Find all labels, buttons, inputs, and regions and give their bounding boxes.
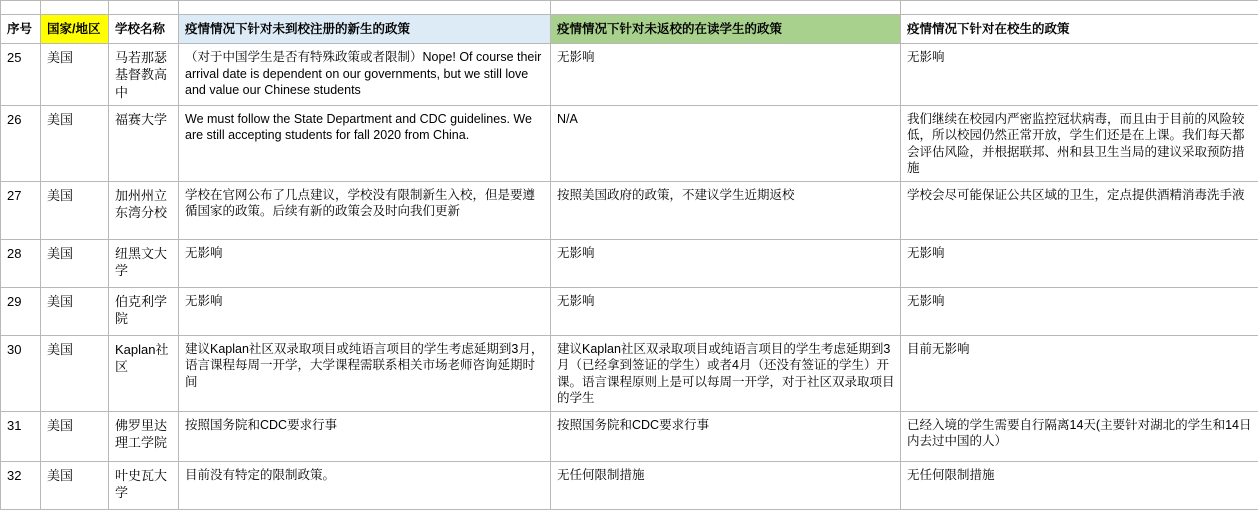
cell-school: 福赛大学 [109, 105, 179, 181]
header-cell-policy-oncampus-students: 疫情情况下针对在校生的政策 [901, 15, 1258, 44]
cell-policy-new-students: 无影响 [179, 239, 551, 287]
cell-country: 美国 [41, 105, 109, 181]
cell-policy-new-students: We must follow the State Department and CDC guidelines. We are still accepting students for fall 2020 from China. [179, 105, 551, 181]
cell-policy-new-students: 目前没有特定的限制政策。 [179, 461, 551, 509]
cell-partial [901, 1, 1258, 15]
cell-policy-new-students: （对于中国学生是否有特殊政策或者限制）Nope! Of course their arrival date is dependent on our governments, but we still love and value our Chinese students [179, 44, 551, 105]
cell-school: 伯克利学院 [109, 287, 179, 335]
header-cell-policy-new-students: 疫情情况下针对未到校注册的新生的政策 [179, 15, 551, 44]
cell-policy-new-students: 按照国务院和CDC要求行事 [179, 411, 551, 461]
cell-policy-oncampus-students: 无影响 [901, 44, 1258, 105]
cell-index: 31 [1, 411, 41, 461]
cell-school: Kaplan社区 [109, 335, 179, 411]
cell-country: 美国 [41, 411, 109, 461]
cell-policy-returning-students: 无影响 [551, 239, 901, 287]
cell-partial [109, 1, 179, 15]
cell-policy-returning-students: 建议Kaplan社区双录取项目或纯语言项目的学生考虑延期到3月（已经拿到签证的学生）或者4月（还没有签证的学生）开课。语言课程原则上是可以每周一开学，对于社区双录取项目的学生 [551, 335, 901, 411]
cell-policy-returning-students: 无影响 [551, 287, 901, 335]
cell-school: 加州州立东湾分校 [109, 181, 179, 239]
cell-index: 28 [1, 239, 41, 287]
cell-school: 叶史瓦大学 [109, 461, 179, 509]
table-row [1, 105, 1258, 181]
table-row [1, 239, 1258, 287]
cell-policy-oncampus-students: 无任何限制措施 [901, 461, 1258, 509]
cell-index: 30 [1, 335, 41, 411]
cell-partial [179, 1, 551, 15]
cell-country: 美国 [41, 335, 109, 411]
cell-policy-returning-students: 按照国务院和CDC要求行事 [551, 411, 901, 461]
cell-policy-oncampus-students: 已经入境的学生需要自行隔离14天(主要针对湖北的学生和14日内去过中国的人） [901, 411, 1258, 461]
cell-index: 27 [1, 181, 41, 239]
cell-policy-returning-students: 按照美国政府的政策，不建议学生近期返校 [551, 181, 901, 239]
cell-policy-oncampus-students: 学校会尽可能保证公共区域的卫生，定点提供酒精消毒洗手液 [901, 181, 1258, 239]
cell-index: 29 [1, 287, 41, 335]
cell-policy-returning-students: 无任何限制措施 [551, 461, 901, 509]
table-row [1, 411, 1258, 461]
cell-country: 美国 [41, 239, 109, 287]
cell-country: 美国 [41, 181, 109, 239]
table-row-partial-top [1, 1, 1258, 15]
cell-school: 佛罗里达理工学院 [109, 411, 179, 461]
cell-policy-oncampus-students: 我们继续在校园内严密监控冠状病毒，而且由于目前的风险较低，所以校园仍然正常开放，学生们还是在上课。我们每天都会评估风险，并根据联邦、州和县卫生当局的建议采取预防措施 [901, 105, 1258, 181]
cell-policy-oncampus-students: 无影响 [901, 239, 1258, 287]
header-cell-policy-returning-students: 疫情情况下针对未返校的在读学生的政策 [551, 15, 901, 44]
cell-index: 25 [1, 44, 41, 105]
cell-partial [1, 1, 41, 15]
header-cell-school: 学校名称 [109, 15, 179, 44]
table-row [1, 181, 1258, 239]
table-row [1, 461, 1258, 509]
cell-policy-new-students: 学校在官网公布了几点建议，学校没有限制新生入校，但是要遵循国家的政策。后续有新的政策会及时向我们更新 [179, 181, 551, 239]
cell-index: 32 [1, 461, 41, 509]
table-row [1, 287, 1258, 335]
cell-partial [551, 1, 901, 15]
cell-policy-oncampus-students: 目前无影响 [901, 335, 1258, 411]
cell-policy-oncampus-students: 无影响 [901, 287, 1258, 335]
table-row [1, 335, 1258, 411]
table-row [1, 44, 1258, 105]
cell-country: 美国 [41, 44, 109, 105]
cell-policy-returning-students: 无影响 [551, 44, 901, 105]
cell-policy-new-students: 建议Kaplan社区双录取项目或纯语言项目的学生考虑延期到3月，语言课程每周一开学，大学课程需联系相关市场老师咨询延期时间 [179, 335, 551, 411]
cell-country: 美国 [41, 287, 109, 335]
cell-policy-new-students: 无影响 [179, 287, 551, 335]
cell-policy-returning-students: N/A [551, 105, 901, 181]
header-cell-country: 国家/地区 [41, 15, 109, 44]
header-cell-index: 序号 [1, 15, 41, 44]
cell-school: 纽黑文大学 [109, 239, 179, 287]
cell-country: 美国 [41, 461, 109, 509]
cell-school: 马若那瑟基督教高中 [109, 44, 179, 105]
cell-index: 26 [1, 105, 41, 181]
cell-partial [41, 1, 109, 15]
table-header-row [1, 15, 1258, 44]
